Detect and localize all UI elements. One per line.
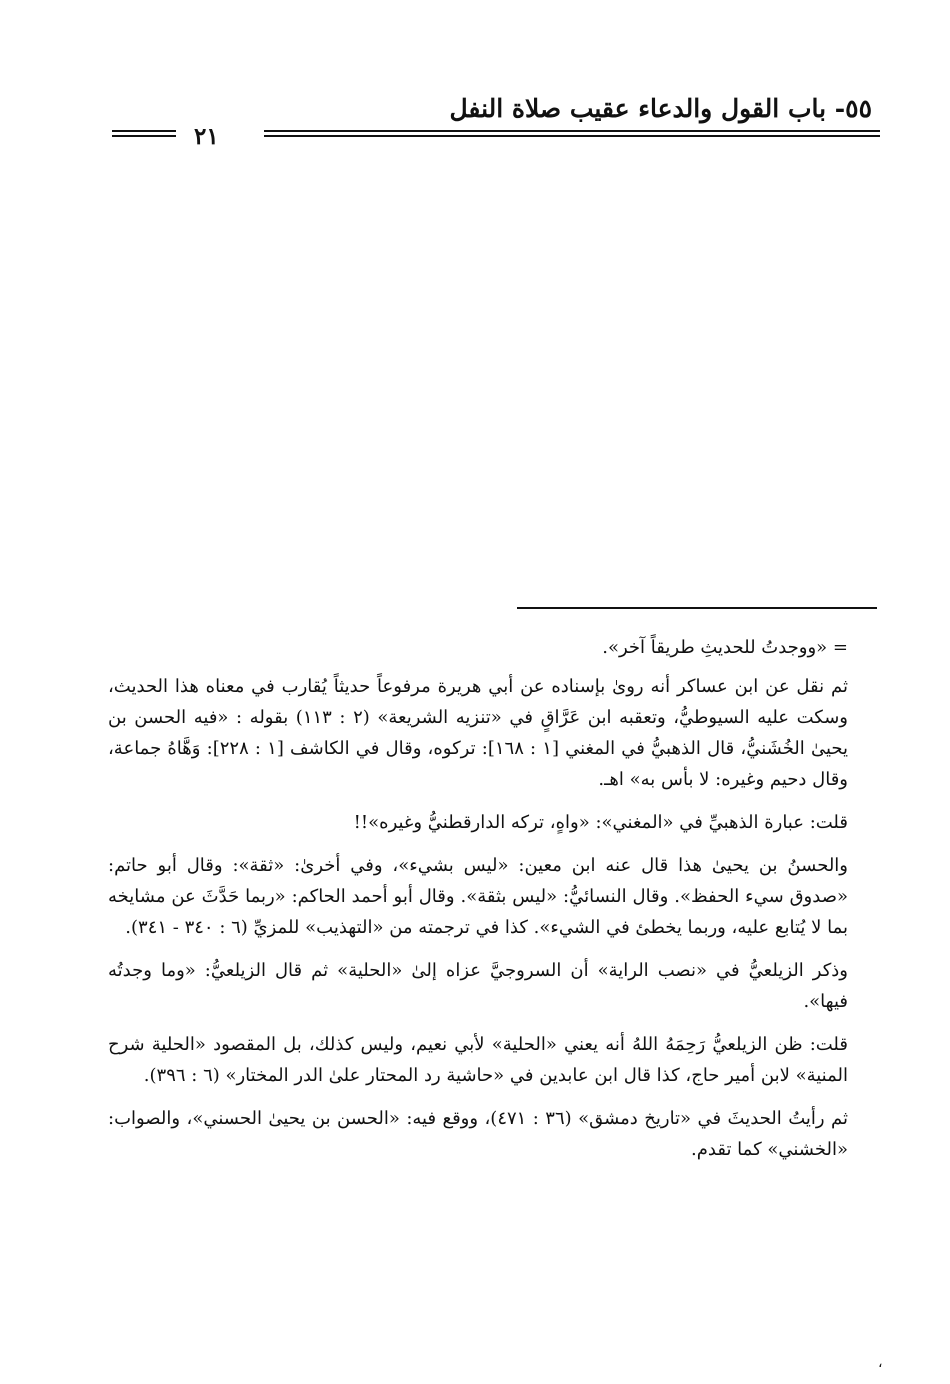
page-header xyxy=(106,92,880,152)
footnote-paragraph-1: = «ووجدتُ للحديثِ طريقاً آخر». xyxy=(602,637,848,658)
chapter-title: ٥٥- باب القول والدعاء عقيب صلاة النفل xyxy=(449,94,872,123)
header-rule-left xyxy=(112,130,176,137)
footnote-separator xyxy=(517,607,877,609)
footnote-paragraph-5: وذكر الزيلعيُّ في «نصب الراية» أن السروجيَّ عزاه إلىٰ «الحلية» ثم قال الزيلعيُّ: «وما وجدتُه فيها». xyxy=(108,960,848,1012)
header-rule-right xyxy=(264,130,880,137)
footnote-paragraph-7: ثم رأيتُ الحديثَ في «تاريخ دمشق» (٣٦ : ٤٧١)، ووقع فيه: «الحسن بن يحيىٰ الحسني»، والصواب: «الخشني» كما تقدم. xyxy=(108,1108,849,1160)
footnote-paragraph-4: والحسنُ بن يحيىٰ هذا قال عنه ابن معين: «ليس بشيء»، وفي أخرىٰ: «ثقة»: وقال أبو حاتم: «صدوق سيء الحفظ». وقال النسائيُّ: «ليس بثقة». وقال أبو أحمد الحاكم: «ربما حَدَّثَ عن مشايخه بما لا يُتابع عليه، وربما يخطئ في الشيء». كذا في ترجمته من «التهذيب» للمزيِّ (٦ : ٣٤٠ - ٣٤١). xyxy=(108,855,848,938)
stray-mark: ، xyxy=(878,1355,883,1371)
footnote-paragraph-2: ثم نقل عن ابن عساكر أنه روىٰ بإسناده عن أبي هريرة مرفوعاً حديثاً يُقارب في معناه هذا الحديث، وسكت عليه السيوطيُّ، وتعقبه ابن عَرَّاقٍ في «تنزيه الشريعة» (٢ : ١١٣) بقوله : «فيه الحسن بن يحيىٰ الخُشَنيُّ، قال الذهبيُّ في المغني [١ : ١٦٨]: تركوه، وقال في الكاشف [١ : ٢٢٨]: وَهَّاهُ جماعة، وقال دحيم وغيره: لا بأس به» اهـ. xyxy=(108,676,849,790)
footnote-paragraph-6: قلت: ظن الزيلعيُّ رَحِمَهُ اللهُ أنه يعني «الحلية» لأبي نعيم، وليس كذلك، بل المقصود «الحلية شرح المنية» لابن أمير حاج، كذا قال ابن عابدين في «حاشية رد المحتار علىٰ الدر المختار» (٦ : ٣٩٦). xyxy=(108,1034,848,1086)
footnotes xyxy=(108,632,848,1177)
page-number: ٢١ xyxy=(194,123,219,150)
footnote-paragraph-3: قلت: عبارة الذهبيِّ في «المغني»: «واهٍ، تركه الدارقطنيُّ وغيره»!! xyxy=(353,812,848,833)
